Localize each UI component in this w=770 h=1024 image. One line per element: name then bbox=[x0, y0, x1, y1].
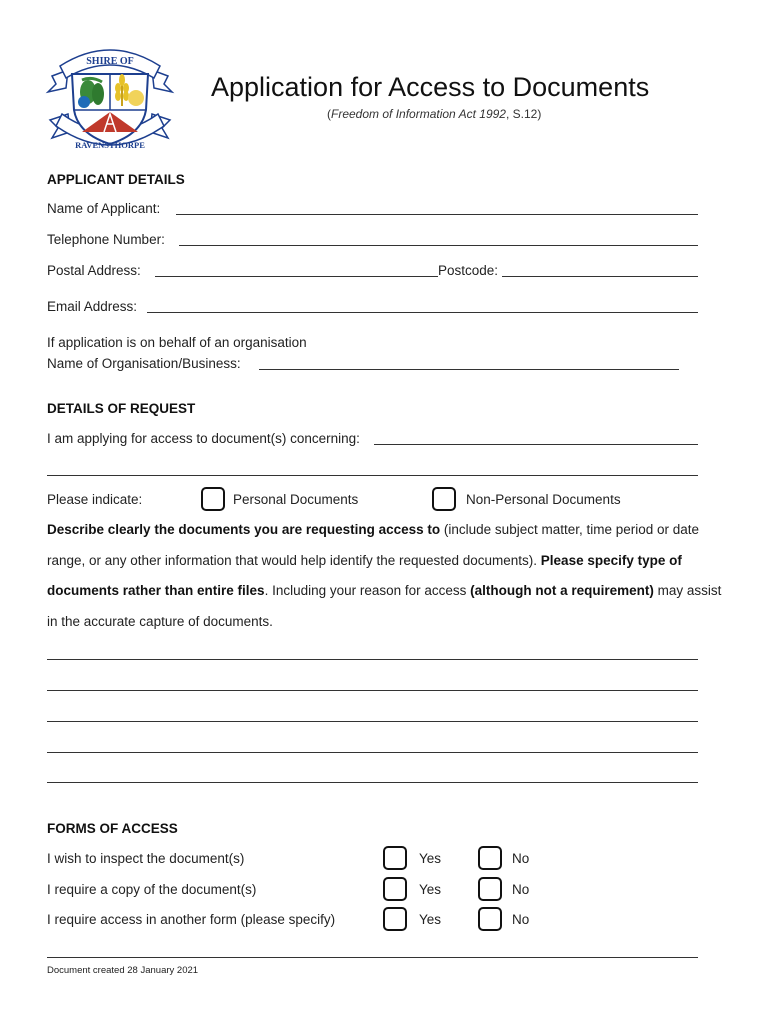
footer-divider bbox=[47, 957, 698, 958]
svg-text:RAVENSTHORPE: RAVENSTHORPE bbox=[75, 140, 145, 150]
name-field[interactable] bbox=[176, 214, 698, 215]
copy-no-label: No bbox=[512, 882, 530, 897]
personal-documents-checkbox[interactable] bbox=[201, 487, 225, 511]
page-subtitle: (Freedom of Information Act 1992, S.12) bbox=[327, 107, 542, 121]
org-note: If application is on behalf of an organisation bbox=[47, 335, 307, 350]
phone-label: Telephone Number: bbox=[47, 232, 165, 247]
inspect-no-checkbox[interactable] bbox=[478, 846, 502, 870]
other-form-no-checkbox[interactable] bbox=[478, 907, 502, 931]
indicate-label: Please indicate: bbox=[47, 492, 143, 507]
copy-yes-checkbox[interactable] bbox=[383, 877, 407, 901]
non-personal-documents-label: Non-Personal Documents bbox=[466, 492, 621, 507]
act-name: Freedom of Information Act 1992 bbox=[331, 107, 506, 121]
applicant-heading: APPLICANT DETAILS bbox=[47, 172, 185, 187]
copy-label: I require a copy of the document(s) bbox=[47, 882, 257, 897]
phone-field[interactable] bbox=[179, 245, 698, 246]
non-personal-documents-checkbox[interactable] bbox=[432, 487, 456, 511]
svg-text:SHIRE OF: SHIRE OF bbox=[86, 56, 134, 67]
description-line-5[interactable] bbox=[47, 782, 698, 783]
email-label: Email Address: bbox=[47, 299, 138, 314]
postal-label: Postal Address: bbox=[47, 263, 141, 278]
inspect-label: I wish to inspect the document(s) bbox=[47, 851, 245, 866]
description-line-4[interactable] bbox=[47, 752, 698, 753]
concerning-label: I am applying for access to document(s) concerning: bbox=[47, 431, 360, 446]
shire-logo bbox=[42, 40, 178, 160]
concerning-field[interactable] bbox=[374, 444, 698, 445]
describe-instructions: Describe clearly the documents you are requesting access to (include subject matter, time period or date range, or any other information that would help identify the requested documents). Please specify type of documents rather than entire files. Including your reason for access (although not a requirement) may assist in the accurate capture of documents. bbox=[47, 522, 722, 630]
copy-no-checkbox[interactable] bbox=[478, 877, 502, 901]
inspect-yes-label: Yes bbox=[419, 851, 442, 866]
description-line-1[interactable] bbox=[47, 659, 698, 660]
postcode-field[interactable] bbox=[502, 276, 698, 277]
inspect-yes-checkbox[interactable] bbox=[383, 846, 407, 870]
personal-documents-label: Personal Documents bbox=[233, 492, 359, 507]
footer-note: Document created 28 January 2021 bbox=[47, 965, 199, 976]
org-field[interactable] bbox=[259, 369, 679, 370]
access-heading: FORMS OF ACCESS bbox=[47, 821, 178, 836]
copy-yes-label: Yes bbox=[419, 882, 442, 897]
postal-field[interactable] bbox=[155, 276, 438, 277]
other-form-yes-label: Yes bbox=[419, 912, 442, 927]
org-label: Name of Organisation/Business: bbox=[47, 356, 241, 371]
other-form-no-label: No bbox=[512, 912, 530, 927]
other-form-label: I require access in another form (please specify) bbox=[47, 912, 336, 927]
email-field[interactable] bbox=[147, 312, 698, 313]
inspect-no-label: No bbox=[512, 851, 530, 866]
description-line-3[interactable] bbox=[47, 721, 698, 722]
description-line-2[interactable] bbox=[47, 690, 698, 691]
other-form-yes-checkbox[interactable] bbox=[383, 907, 407, 931]
concerning-field-line-2[interactable] bbox=[47, 475, 698, 476]
page-title: Application for Access to Documents bbox=[211, 72, 650, 102]
name-label: Name of Applicant: bbox=[47, 201, 161, 216]
postcode-label: Postcode: bbox=[438, 263, 499, 278]
request-heading: DETAILS OF REQUEST bbox=[47, 401, 196, 416]
